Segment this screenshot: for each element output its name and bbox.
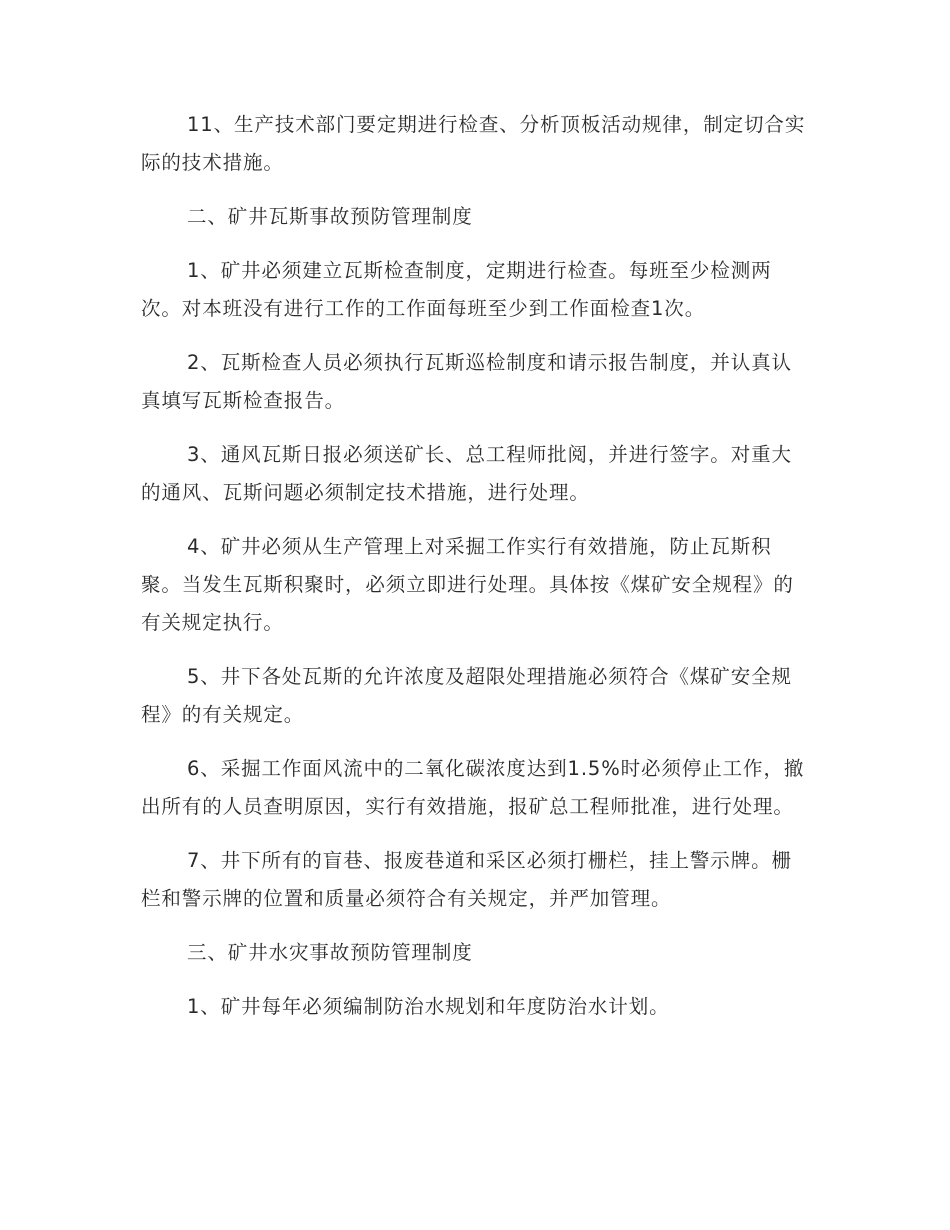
paragraph-fencing-warning-signs: 7、井下所有的盲巷、报废巷道和采区必须打栅栏，挂上警示牌。栅栏和警示牌的位置和质量必须符合有关规定，并严加管理。 — [141, 849, 792, 910]
section-heading-gas-accident-prevention: 二、矿井瓦斯事故预防管理制度 — [187, 205, 473, 228]
paragraph-gas-inspector-duties: 2、瓦斯检查人员必须执行瓦斯巡检制度和请示报告制度，并认真认真填写瓦斯检查报告。 — [141, 351, 792, 412]
document-body — [141, 106, 809, 1042]
paragraph-daily-ventilation-report: 3、通风瓦斯日报必须送矿长、总工程师批阅，并进行签字。对重大的通风、瓦斯问题必须制定技术措施，进行处理。 — [141, 443, 792, 504]
paragraph-gas-accumulation-prevention: 4、矿井必须从生产管理上对采掘工作实行有效措施，防止瓦斯积聚。当发生瓦斯积聚时，必须立即进行处理。具体按《煤矿安全规程》的有关规定执行。 — [141, 535, 794, 634]
section-heading-flood-accident-prevention: 三、矿井水灾事故预防管理制度 — [187, 941, 473, 964]
paragraph-water-control-plan: 1、矿井每年必须编制防治水规划和年度防治水计划。 — [187, 995, 670, 1018]
paragraph-gas-concentration-limits: 5、井下各处瓦斯的允许浓度及超限处理措施必须符合《煤矿安全规程》的有关规定。 — [141, 665, 792, 726]
paragraph-carbon-dioxide-limit: 6、采掘工作面风流中的二氧化碳浓度达到1.5%时必须停止工作，撤出所有的人员查明原因，实行有效措施，报矿总工程师批准，进行处理。 — [141, 757, 805, 818]
paragraph-gas-inspection-system: 1、矿井必须建立瓦斯检查制度，定期进行检查。每班至少检测两次。对本班没有进行工作的工作面每班至少到工作面检查1次。 — [141, 259, 772, 320]
paragraph-roof-control-measures: 11、生产技术部门要定期进行检查、分析顶板活动规律，制定切合实际的技术措施。 — [141, 113, 806, 174]
